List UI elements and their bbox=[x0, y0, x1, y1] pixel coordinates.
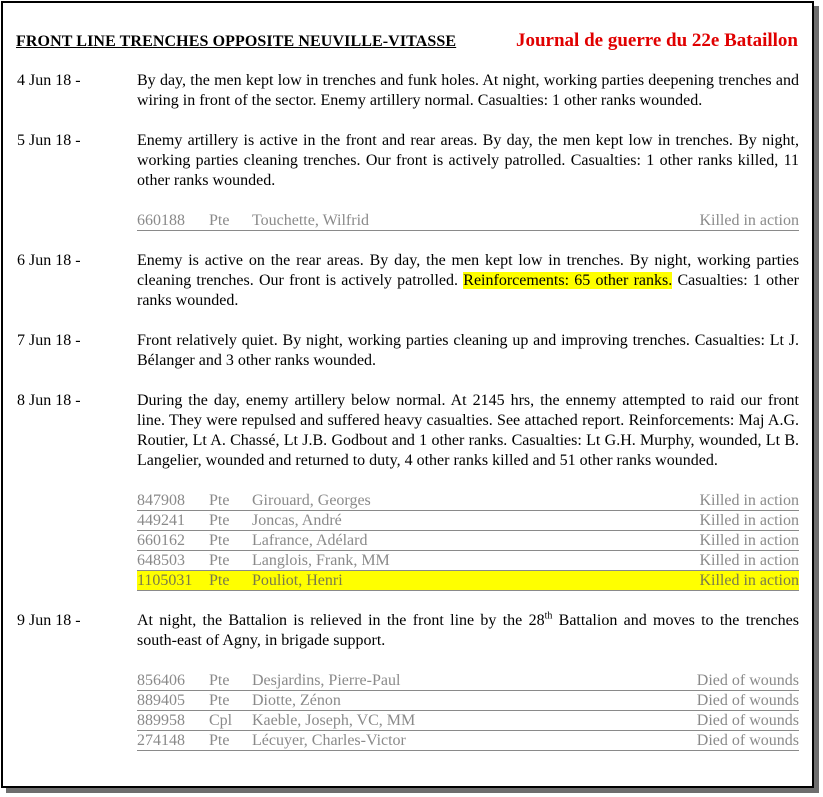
soldier-name: Joncas, André bbox=[252, 512, 342, 529]
entry-text bbox=[137, 611, 799, 651]
regimental-number: 1105031 bbox=[137, 572, 193, 589]
casualty-row bbox=[137, 511, 799, 531]
soldier-name: Kaeble, Joseph, VC, MM bbox=[252, 712, 416, 729]
entry-text-part: Enemy is active on the rear areas. By day, the men kept low in trenches. By night, working parties cleaning trenches. Our front is actively patrolled. bbox=[137, 252, 799, 289]
entry-text: Enemy artillery is active in the front and rear areas. By day, the men kept low in trenches. By night, working parties cleaning trenches. Our front is actively patrolled. Casualties: 1 other ranks killed, 11 other ranks wounded. bbox=[137, 132, 799, 189]
casualty-row bbox=[137, 551, 799, 571]
regimental-number: 660188 bbox=[137, 212, 185, 229]
rank: Pte bbox=[209, 492, 230, 509]
rank: Pte bbox=[209, 692, 230, 709]
soldier-name: Lécuyer, Charles-Victor bbox=[252, 732, 406, 749]
regimental-number: 648503 bbox=[137, 552, 185, 569]
entry-date: 5 Jun 18 - bbox=[17, 132, 81, 149]
rank: Cpl bbox=[209, 712, 233, 729]
casualty-status: Died of wounds bbox=[696, 712, 799, 729]
casualty-row bbox=[137, 711, 799, 731]
entry-date: 4 Jun 18 - bbox=[17, 72, 81, 89]
casualty-status: Died of wounds bbox=[696, 672, 799, 689]
highlighted-reinforcements: Reinforcements: 65 other ranks. bbox=[463, 272, 673, 289]
war-diary-entries bbox=[17, 71, 799, 751]
entry-date: 8 Jun 18 - bbox=[17, 392, 81, 409]
regimental-number: 856406 bbox=[137, 672, 185, 689]
rank: Pte bbox=[209, 572, 230, 589]
casualty-status: Killed in action bbox=[699, 492, 799, 509]
diary-entry-6-jun bbox=[17, 251, 799, 311]
casualty-row bbox=[137, 671, 799, 691]
soldier-name: Girouard, Georges bbox=[252, 492, 371, 509]
casualty-status: Died of wounds bbox=[696, 692, 799, 709]
rank: Pte bbox=[209, 532, 230, 549]
casualty-list bbox=[137, 211, 799, 231]
entry-text: During the day, enemy artillery below normal. At 2145 hrs, the ennemy attempted to raid our front line. They were repulsed and suffered heavy casualties. See attached report. Reinforcements: Maj A.G. Routier, Lt A. Chassé, Lt J.B. Godbout and 1 other ranks. Casualties: Lt G.H. Murphy, wounded, Lt B. Langelier, wounded and returned to duty, 4 other ranks killed and 51 other ranks wounded. bbox=[137, 392, 799, 469]
casualty-status: Killed in action bbox=[699, 512, 799, 529]
regimental-number: 274148 bbox=[137, 732, 185, 749]
soldier-name: Desjardins, Pierre-Paul bbox=[252, 672, 401, 689]
entry-text-part: At night, the Battalion is relieved in the front line by the 28 bbox=[137, 612, 545, 629]
casualty-status: Killed in action bbox=[699, 572, 799, 589]
document-frame bbox=[1, 1, 814, 788]
ordinal-suffix: th bbox=[544, 610, 553, 622]
casualty-row bbox=[137, 491, 799, 511]
diary-entry-4-jun bbox=[17, 71, 799, 111]
entry-text-part: Casualties: 1 other ranks wounded. bbox=[137, 272, 800, 309]
casualty-row bbox=[137, 211, 799, 231]
regimental-number: 660162 bbox=[137, 532, 185, 549]
entry-date: 7 Jun 18 - bbox=[17, 332, 81, 349]
diary-entry-8-jun bbox=[17, 391, 799, 591]
rank: Pte bbox=[209, 672, 230, 689]
casualty-row-highlighted bbox=[137, 571, 799, 591]
diary-entry-9-jun bbox=[17, 611, 799, 751]
casualty-status: Died of wounds bbox=[696, 732, 799, 749]
entry-text: By day, the men kept low in trenches and funk holes. At night, working parties deepening trenches and wiring in front of the sector. Enemy artillery normal. Casualties: 1 other ranks wounded. bbox=[137, 72, 799, 109]
page-title: FRONT LINE TRENCHES OPPOSITE NEUVILLE-VITASSE bbox=[16, 33, 457, 50]
casualty-status: Killed in action bbox=[699, 532, 799, 549]
diary-entry-5-jun bbox=[17, 131, 799, 231]
regimental-number: 449241 bbox=[137, 512, 185, 529]
casualty-status: Killed in action bbox=[699, 552, 799, 569]
regimental-number: 889405 bbox=[137, 692, 185, 709]
regimental-number: 847908 bbox=[137, 492, 185, 509]
casualty-list bbox=[137, 491, 799, 591]
rank: Pte bbox=[209, 212, 230, 229]
soldier-name: Lafrance, Adélard bbox=[252, 532, 368, 549]
entry-text-part: Battalion and moves to the trenches south-east of Agny, in brigade support. bbox=[137, 612, 800, 649]
casualty-list bbox=[137, 671, 799, 751]
casualty-row bbox=[137, 731, 799, 751]
soldier-name: Langlois, Frank, MM bbox=[252, 552, 390, 569]
entry-text: Front relatively quiet. By night, working parties cleaning up and improving trenches. Casualties: Lt J. Bélanger and 3 other ranks wounded. bbox=[137, 332, 799, 369]
document-header bbox=[16, 30, 798, 54]
casualty-status: Killed in action bbox=[699, 212, 799, 229]
soldier-name: Touchette, Wilfrid bbox=[252, 212, 370, 229]
diary-entry-7-jun bbox=[17, 331, 799, 371]
journal-subtitle: Journal de guerre du 22e Bataillon bbox=[515, 30, 798, 51]
soldier-name: Pouliot, Henri bbox=[252, 572, 343, 589]
rank: Pte bbox=[209, 552, 230, 569]
soldier-name: Diotte, Zénon bbox=[252, 692, 341, 709]
regimental-number: 889958 bbox=[137, 712, 185, 729]
entry-date: 9 Jun 18 - bbox=[17, 612, 81, 629]
rank: Pte bbox=[209, 732, 230, 749]
entry-text bbox=[137, 251, 799, 311]
entry-date: 6 Jun 18 - bbox=[17, 252, 81, 269]
casualty-row bbox=[137, 691, 799, 711]
rank: Pte bbox=[209, 512, 230, 529]
casualty-row bbox=[137, 531, 799, 551]
